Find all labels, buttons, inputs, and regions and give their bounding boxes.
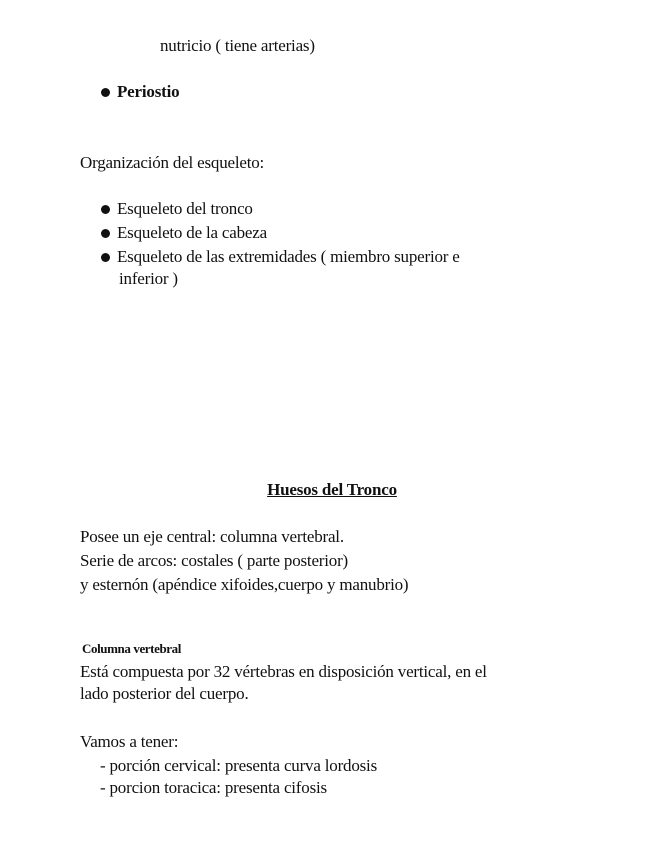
continuation-text: nutricio ( tiene arterias) [160,36,315,55]
columna-subheading: Columna vertebral [82,641,181,656]
bullet-icon [101,253,110,262]
bullet-item-label: Esqueleto de la cabeza [117,223,267,242]
organizacion-title: Organización del esqueleto: [80,153,265,172]
list-item-toracica: - porcion toracica: presenta cifosis [100,778,327,797]
bullet-icon [101,88,110,97]
bullet-icon [101,205,110,214]
huesos-line-1: Posee un eje central: columna vertebral. [80,527,344,546]
list-item-cervical: - porción cervical: presenta curva lordosis [100,756,377,775]
bullet-icon [101,229,110,238]
section-heading-text: Huesos del Tronco [267,480,397,499]
bullet-item-label: Esqueleto del tronco [117,199,253,218]
columna-paragraph-line-1: Está compuesta por 32 vértebras en disposición vertical, en el [80,662,487,681]
section-heading [0,479,664,501]
columna-intro: Vamos a tener: [80,732,179,751]
huesos-line-2: Serie de arcos: costales ( parte posterior) [80,551,349,570]
columna-paragraph-line-2: lado posterior del cuerpo. [80,684,249,703]
bullet-item-label: Esqueleto de las extremidades ( miembro superior e [117,247,460,266]
huesos-line-3: y esternón (apéndice xifoides,cuerpo y manubrio) [80,575,409,594]
bullet-item-label: Periostio [117,82,180,101]
bullet-item-continuation: inferior ) [119,269,178,288]
